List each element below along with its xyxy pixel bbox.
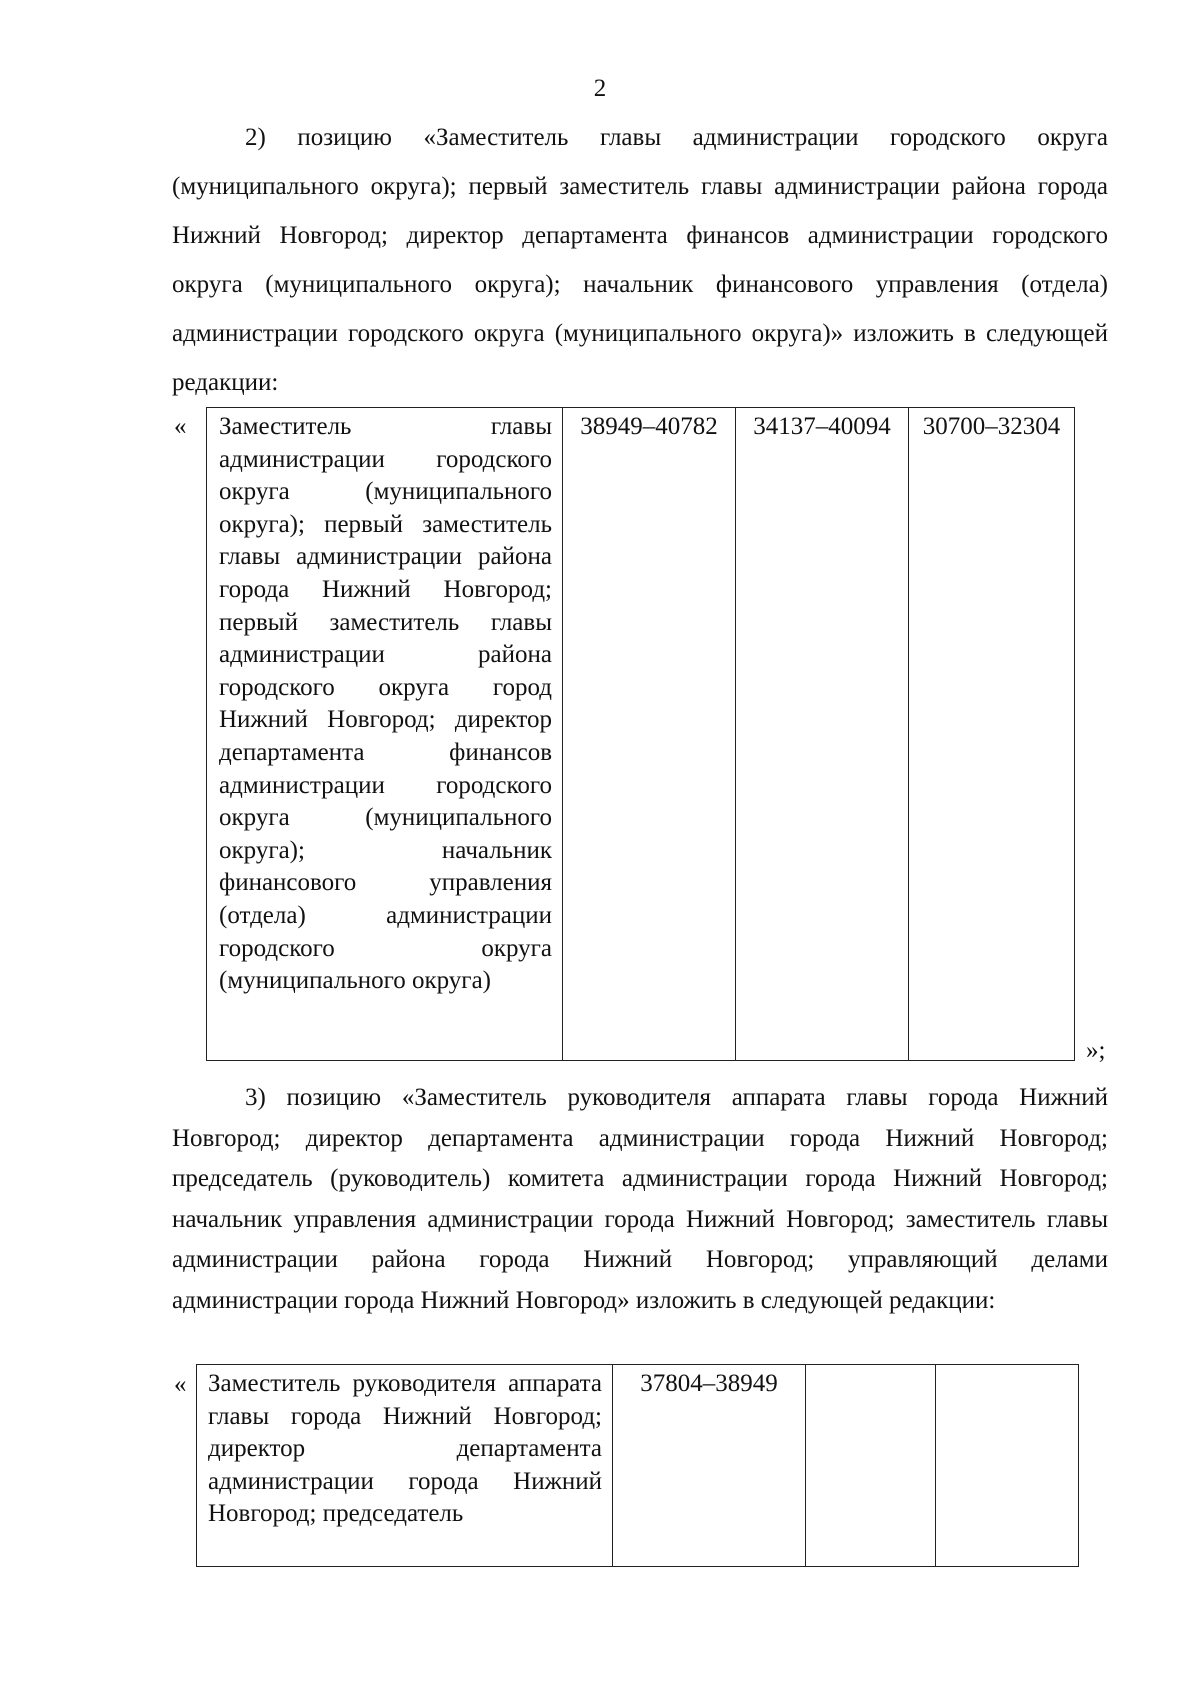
position-text: Заместитель руководителя аппарата главы города Нижний Новгород; директор департамента администрации города Нижний Новгород; председатель: [208, 1370, 602, 1528]
position-cell: [197, 1365, 613, 1567]
value-cell-2: [806, 1365, 936, 1567]
value-cell-2: 34137–40094: [736, 408, 909, 1061]
value-cell-1: 38949–40782: [563, 408, 736, 1061]
table-1-open-quote: «: [174, 413, 187, 440]
value-cell-3: 30700–32304: [909, 408, 1075, 1061]
salary-table-2: [196, 1364, 1079, 1567]
value-cell-1: 37804–38949: [613, 1365, 806, 1567]
page-number: 2: [593, 75, 607, 102]
salary-table-1: [206, 407, 1075, 1061]
value-cell-3: [936, 1365, 1079, 1567]
table-1-close-quote: »;: [1086, 1037, 1106, 1064]
position-cell: [207, 408, 563, 1061]
paragraph-item-3: 3) позицию «Заместитель руководителя аппарата главы города Нижний Новгород; директор департамента администрации города Нижний Новгород; председатель (руководитель) комитета администрации города Нижний Новгород; начальник управления администрации города Нижний Новгород; заместитель главы администрации района города Нижний Новгород; управляющий делами администрации города Нижний Новгород» изложить в следующей редакции:: [172, 1084, 1108, 1314]
position-text: Заместитель главы администрации городского округа (муниципального округа); первый заместитель главы администрации района города Нижний Новгород; первый заместитель главы администрации района городского округа город Нижний Новгород; директор департамента финансов администрации городского округа (муниципального округа); начальник финансового управления (отдела) администрации городского округа (муниципального округа): [219, 413, 552, 995]
table-2-open-quote: «: [174, 1371, 187, 1398]
table-row: [207, 408, 1075, 1061]
table-row: [197, 1365, 1079, 1567]
paragraph-item-2: 2) позицию «Заместитель главы администрации городского округа (муниципального округа); первый заместитель главы администрации района города Нижний Новгород; директор департамента финансов администрации городского округа (муниципального округа); начальник финансового управления (отдела) администрации городского округа (муниципального округа)» изложить в следующей редакции:: [172, 124, 1108, 396]
